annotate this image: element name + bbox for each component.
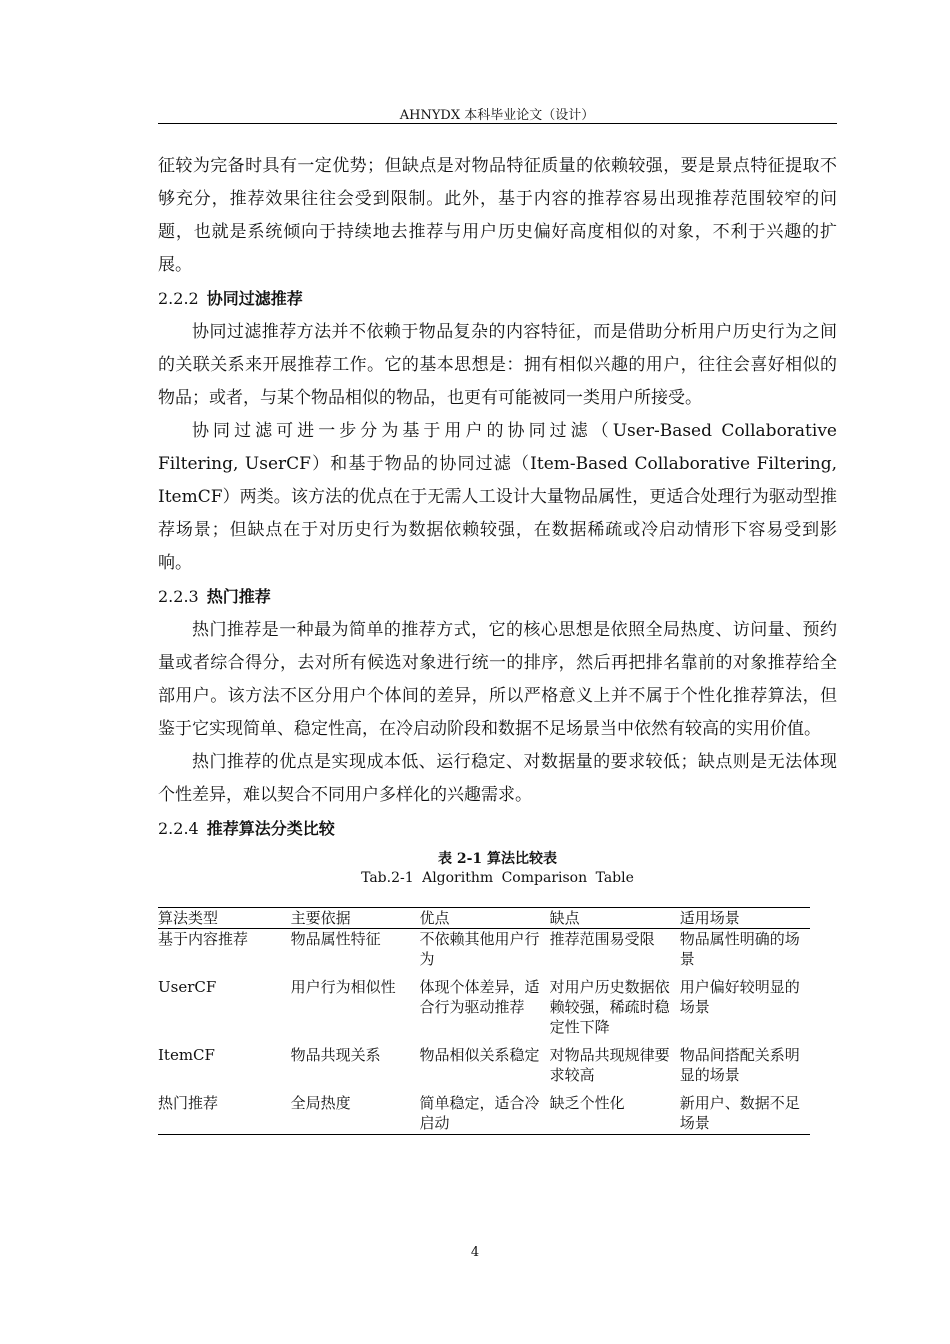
table-header-cell: 优点: [419, 909, 450, 927]
paragraph-continued: 征较为完备时具有一定优势；但缺点是对物品特征质量的依赖较强，要是景点特征提取不够充分，推荐效果往往会受到限制。此外，基于内容的推荐容易出现推荐范围较窄的问题，也就是系统倾向于持续地去推荐与用户历史偏好高度相似的对象，不利于兴趣的扩展。: [158, 156, 837, 275]
table-cell: 体现个体差异，适合行为驱动推荐: [419, 978, 540, 1016]
table-cell: 新用户、数据不足场景: [679, 1094, 800, 1132]
table-cell: 推荐范围易受限: [549, 930, 655, 948]
table-row: [158, 1045, 810, 1093]
section-title: 热门推荐: [206, 587, 271, 606]
section-number: 2.2.4: [158, 819, 199, 838]
table-header-cell: 适用场景: [679, 909, 740, 927]
paragraph-popular-intro: 热门推荐是一种最为简单的推荐方式，它的核心思想是依照全局热度、访问量、预约量或者综合得分，去对所有候选对象进行统一的排序，然后再把排名靠前的对象推荐给全部用户。该方法不区分用户个体间的差异，所以严格意义上并不属于个性化推荐算法，但鉴于它实现简单、稳定性高，在冷启动阶段和数据不足场景当中依然有较高的实用价值。: [158, 620, 837, 739]
section-title: 协同过滤推荐: [206, 289, 303, 308]
table-caption: [158, 850, 837, 888]
table-header-cell: 算法类型: [158, 909, 219, 927]
table-header-cell: 缺点: [549, 909, 580, 927]
table-cell: 对用户历史数据依赖较强，稀疏时稳定性下降: [549, 978, 670, 1036]
section-title: 推荐算法分类比较: [206, 819, 335, 838]
paragraph-cf-types: 协同过滤可进一步分为基于用户的协同过滤（User-Based Collaborative Filtering, UserCF）和基于物品的协同过滤（Item-Based Collaborative Filtering, ItemCF）两类。该方法的优点在于无需人工设计大量物品属性，更适合处理行为驱动型推荐场景；但缺点在于对历史行为数据依赖较强，在数据稀疏或冷启动情形下容易受到影响。: [158, 421, 837, 573]
table-cell: 基于内容推荐: [158, 930, 249, 948]
table-cell: 物品属性特征: [290, 930, 381, 948]
table-cell: 不依赖其他用户行为: [419, 930, 540, 968]
table-cell: ItemCF: [158, 1046, 215, 1064]
table-cell: 物品相似关系稳定: [419, 1046, 540, 1064]
page-number: 4: [470, 1245, 480, 1260]
section-heading-2-2-3: [158, 580, 837, 614]
table-row: [158, 929, 810, 978]
table-cell: 用户行为相似性: [290, 978, 396, 996]
table-row: [158, 977, 810, 1045]
section-number: 2.2.3: [158, 587, 199, 606]
table-header-cell: 主要依据: [290, 909, 351, 927]
page-body: [158, 150, 837, 1135]
table-row: [158, 1093, 810, 1135]
table-header-row: [158, 908, 810, 929]
table-cell: 物品间搭配关系明显的场景: [679, 1046, 800, 1084]
section-heading-2-2-4: [158, 812, 837, 846]
table-cell: UserCF: [158, 978, 217, 996]
section-heading-2-2-2: [158, 282, 837, 316]
table-cell: 全局热度: [290, 1094, 351, 1112]
paragraph-cf-intro: 协同过滤推荐方法并不依赖于物品复杂的内容特征，而是借助分析用户历史行为之间的关联关系来开展推荐工作。它的基本思想是：拥有相似兴趣的用户，往往会喜好相似的物品；或者，与某个物品相似的物品，也更有可能被同一类用户所接受。: [158, 322, 837, 408]
table-caption-zh: 表 2-1 算法比较表: [437, 851, 558, 867]
algorithm-comparison-table: [158, 907, 810, 1135]
table-cell: 简单稳定，适合冷启动: [419, 1094, 540, 1132]
table-cell: 用户偏好较明显的场景: [679, 978, 800, 1016]
paragraph-popular-pros-cons: 热门推荐的优点是实现成本低、运行稳定、对数据量的要求较低；缺点则是无法体现个性差异，难以契合不同用户多样化的兴趣需求。: [158, 752, 837, 805]
section-number: 2.2.2: [158, 289, 199, 308]
table-cell: 对物品共现规律要求较高: [549, 1046, 670, 1084]
running-header: AHNYDX 本科毕业论文（设计）: [399, 108, 595, 123]
table-cell: 物品属性明确的场景: [679, 930, 800, 968]
header-rule: [158, 123, 837, 124]
table-caption-en: Tab.2-1 Algorithm Comparison Table: [361, 870, 634, 886]
table-cell: 缺乏个性化: [549, 1094, 625, 1112]
table-cell: 物品共现关系: [290, 1046, 381, 1064]
table-cell: 热门推荐: [158, 1094, 219, 1112]
